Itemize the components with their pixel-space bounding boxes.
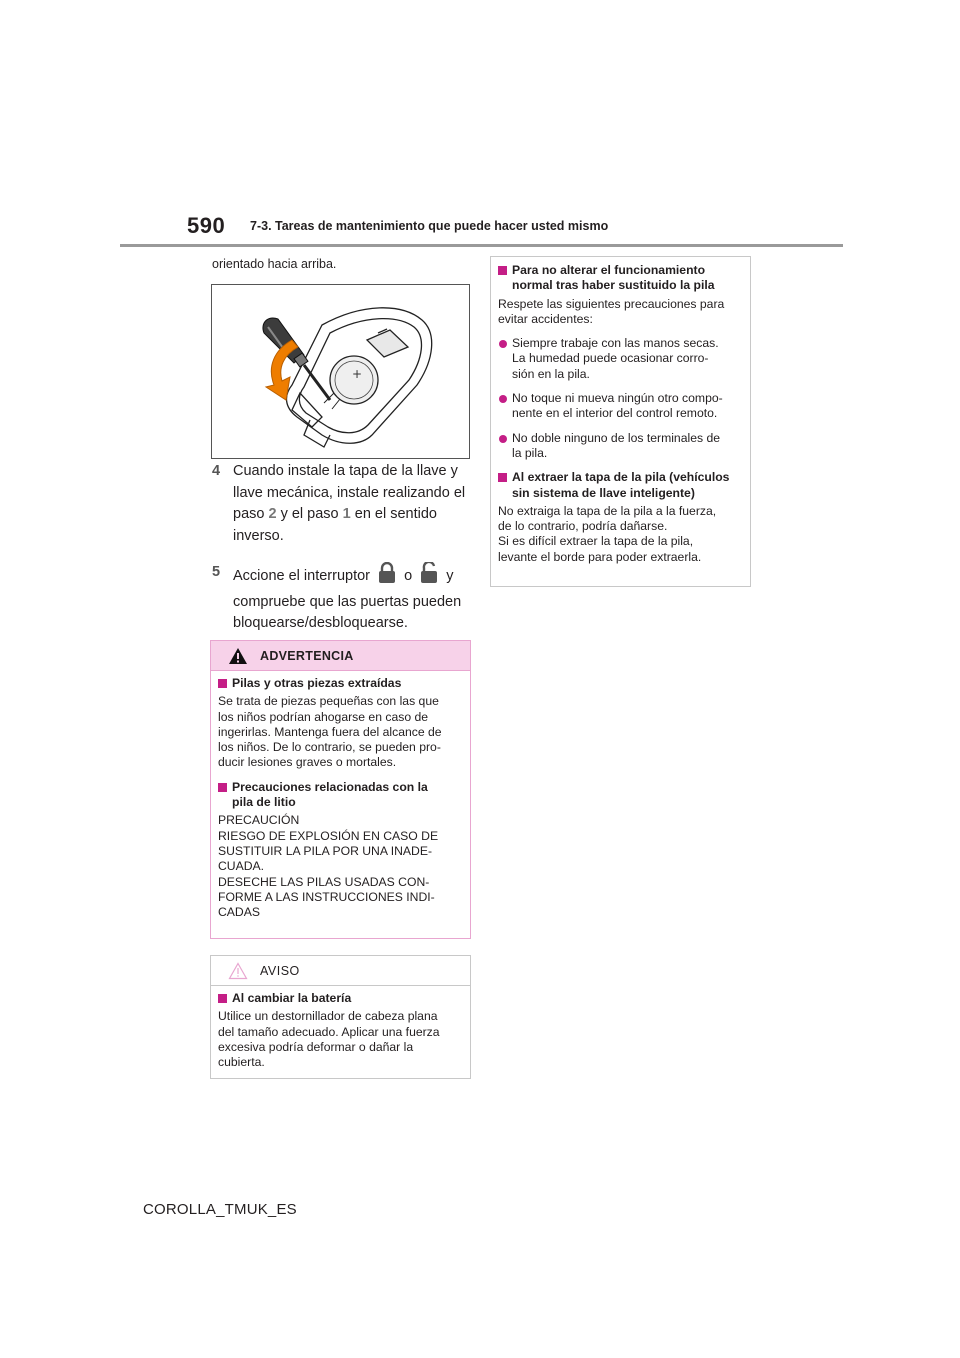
warning-section-1-line: Se trata de piezas pequeñas con las que [218,694,439,709]
info-paragraph [498,504,744,565]
square-bullet-icon [218,679,227,688]
info-bullet-line: sión en la pila. [512,366,590,381]
warning-section-1-line: los niños podrían ahogarse en caso de [218,709,429,724]
info-bullet-line: nente en el interior del control remoto. [512,406,718,421]
info-paragraph-line: de lo contrario, podría dañarse. [498,519,668,534]
square-bullet-icon [218,994,227,1003]
notice-heading-text: Al cambiar la batería [232,991,352,1005]
svg-text:+: + [352,367,363,381]
square-bullet-icon [218,783,227,792]
step-4-line-3-pre: paso [233,506,269,522]
circle-bullet-icon [499,340,507,348]
warning-section-1-line: los niños. De lo contrario, se pueden pro- [218,740,441,755]
warning-section-2-line: DESECHE LAS PILAS USADAS CON- [218,874,430,889]
step-4-line-3-post: en el sentido [350,506,437,522]
info-bullet-line: Siempre trabaje con las manos secas. [512,336,719,351]
notice-line: Utilice un destornillador de cabeza plana [218,1009,438,1024]
warning-box [210,640,471,939]
step-4-number: 4 [212,463,221,479]
warning-section-2-heading-line: pila de litio [232,795,296,810]
header-divider [120,244,843,247]
section-title: 7-3. Tareas de mantenimiento que puede hacer usted mismo [250,219,609,233]
rotation-arrow-icon [266,340,298,400]
notice-title: AVISO [260,964,300,978]
info-heading-1-line: Para no alterar el funcionamiento [512,263,706,277]
intro-text: orientado hacia arriba. [212,257,337,271]
info-heading-2-line: sin sistema de llave inteligente) [512,485,695,500]
warning-header [211,641,470,671]
step-4-line-2: llave mecánica, instale realizando el [233,484,466,501]
notice-box [210,955,471,1079]
warning-section-1-heading-text: Pilas y otras piezas extraídas [232,676,402,690]
warning-section-2-heading-line: Precauciones relacionadas con la [232,779,428,794]
step-ref-1: 1 [342,506,351,522]
info-bullet-line: la pila. [512,445,548,460]
step-5-mid: o [404,568,413,584]
key-battery-illustration [212,285,469,458]
step-5-number: 5 [212,564,221,580]
warning-section-2-heading [218,780,464,811]
warning-section-2-line: CUADA. [218,859,265,874]
warning-section-1-text [218,694,464,770]
lock-icon [378,562,396,592]
key-chip [367,330,408,357]
warning-section-2-line: PRECAUCIÓN [218,813,300,828]
circle-bullet-icon [499,395,507,403]
info-paragraph-line: No extraiga la tapa de la pila a la fuerza, [498,503,717,518]
info-bullet-line: No toque ni mueva ningún otro compo- [512,391,723,406]
step-5-pre: Accione el interruptor [233,568,371,584]
info-bullet-line: La humedad puede ocasionar corro- [512,351,709,366]
step-5 [212,562,472,635]
info-intro-line: evitar accidentes: [498,311,593,326]
step-4-line-3-mid: y el paso [276,506,343,522]
warning-triangle-icon [228,647,248,665]
step-5-post: y [446,568,454,584]
page-number: 590 [187,213,226,238]
unlock-icon [420,562,438,592]
info-intro [498,297,744,328]
key-base-part [292,393,322,427]
step-4-line-4: inverso. [233,527,284,544]
info-bullet-3 [498,431,744,462]
notice-header [211,956,470,986]
warning-section-2-line: SUSTITUIR LA PILA POR UNA INADE- [218,843,433,858]
info-paragraph-line: levante el borde para poder extraerla. [498,549,702,564]
step-5-line-1 [233,562,472,592]
info-paragraph-line: Si es difícil extraer la tapa de la pila, [498,534,694,549]
coin-battery [324,356,378,409]
warning-section-2-line: CADAS [218,905,260,920]
battery-replacement-figure [211,284,470,459]
info-heading-2 [498,470,744,501]
warning-title: ADVERTENCIA [260,649,354,663]
square-bullet-icon [498,473,507,482]
circle-bullet-icon [499,435,507,443]
info-heading-1 [498,263,744,294]
step-4-line-1: Cuando instale la tapa de la llave y [233,463,458,479]
notice-line: cubierta. [218,1055,265,1070]
step-5-line-2: compruebe que las puertas pueden [233,593,462,610]
notice-line: del tamaño adecuado. Aplicar una fuerza [218,1024,440,1039]
info-heading-2-line: Al extraer la tapa de la pila (vehículos [512,470,730,485]
step-4 [212,461,472,547]
warning-section-1-heading [218,676,464,691]
notice-line: excesiva podría deformar o dañar la [218,1039,414,1054]
info-bullet-line: No doble ninguno de los terminales de [512,430,721,445]
warning-section-2-text [218,813,464,920]
step-5-line-3: bloquearse/desbloquearse. [233,615,408,631]
info-bullet-2 [498,391,744,422]
caution-triangle-icon [228,962,248,980]
step-ref-2: 2 [268,506,277,522]
notice-heading [218,991,464,1006]
step-4-line-3 [233,504,472,526]
square-bullet-icon [498,266,507,275]
info-bullet-1 [498,336,744,382]
info-box [490,256,751,587]
warning-section-1-line: ingerirlas. Mantenga fuera del alcance de [218,724,442,739]
document-code: COROLLA_TMUK_ES [143,1201,297,1218]
warning-section-1-line: ducir lesiones graves o mortales. [218,755,397,770]
info-heading-1-line: normal tras haber sustituido la pila [512,278,715,293]
info-intro-line: Respete las siguientes precauciones para [498,296,725,311]
warning-section-2-line: RIESGO DE EXPLOSIÓN EN CASO DE [218,828,439,843]
warning-section-2-line: FORME A LAS INSTRUCCIONES INDI- [218,889,435,904]
